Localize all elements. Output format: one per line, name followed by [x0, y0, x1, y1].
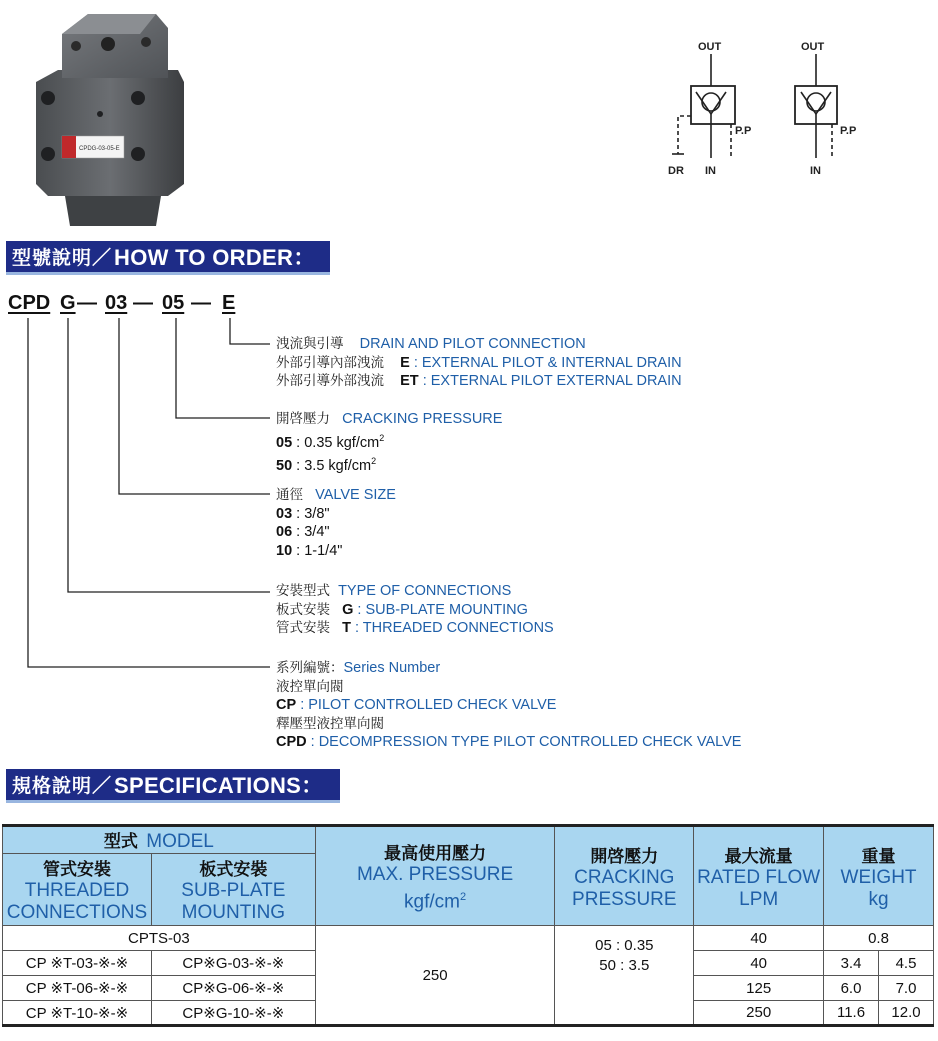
table-row-weight-1: 3.4 [824, 951, 879, 976]
photo-label-text: CPDG-03-05-E [79, 146, 120, 152]
pressure-en: MAX. PRESSURE [356, 863, 514, 885]
table-row-weight-1: 11.6 [824, 1001, 879, 1026]
how-to-order-title-zh: 型號說明／ [12, 248, 113, 269]
drain-et-en: : EXTERNAL PILOT EXTERNAL DRAIN [422, 373, 682, 389]
cracking-o2-code: 50 [276, 457, 293, 474]
symbol-dr-left: DR [668, 165, 684, 177]
cracking-values [555, 926, 694, 976]
connection-zh: 安裝型式 [276, 583, 330, 598]
cracking-value-1: 05 : 0.35 [595, 936, 654, 954]
cpts-weight: 0.8 [824, 926, 934, 951]
drain-et-code: ET [400, 373, 419, 389]
size-o1-val: : 3/8" [296, 505, 330, 522]
cracking-values-empty [555, 976, 694, 1026]
flow-en2: LPM [739, 888, 779, 910]
table-row-weight-2: 4.5 [879, 951, 934, 976]
size-o2-val: : 3/4" [296, 524, 330, 540]
connection-t-code: T [342, 620, 351, 636]
subplate-en1: SUB-PLATE [181, 880, 286, 901]
code-dash-1: — [77, 292, 97, 314]
subplate-zh: 板式安裝 [199, 860, 268, 879]
series-cp-en: : PILOT CONTROLLED CHECK VALVE [300, 697, 557, 713]
table-row-threaded: CP ※T-06-※-※ [3, 976, 152, 1001]
cracking-o2-sup: 2 [371, 455, 377, 466]
pressure-sup: 2 [459, 890, 467, 903]
table-row-weight-2: 12.0 [879, 1001, 934, 1026]
flow-zh: 最大流量 [724, 846, 793, 866]
pressure-zh: 最高使用壓力 [384, 843, 487, 863]
series-cp-code: CP [276, 697, 297, 713]
series-cpd-en: : DECOMPRESSION TYPE PILOT CONTROLLED CHECK VALVE [310, 734, 742, 750]
specifications-table [2, 824, 934, 1027]
cracking-o1-code: 05 [276, 434, 293, 451]
table-row-subplate: CP※G-10-※-※ [151, 1001, 315, 1026]
drain-description [276, 335, 682, 391]
threaded-en2: CONNECTIONS [6, 902, 148, 923]
cracking-value-2: 50 : 3.5 [599, 956, 650, 974]
cracking-zh: 開啓壓力 [276, 411, 330, 426]
pressure-header [315, 826, 555, 926]
code-cracking: 05 [162, 292, 185, 314]
symbol-pp-left: P.P [735, 125, 752, 137]
model-en: MODEL [146, 831, 214, 852]
series-zh: 系列編號： [276, 660, 344, 675]
model-header [3, 826, 316, 854]
drain-e-en: : EXTERNAL PILOT & INTERNAL DRAIN [413, 354, 682, 371]
size-en: VALVE SIZE [315, 487, 396, 503]
symbol-out-left: OUT [698, 41, 722, 53]
flow-en1: RATED FLOW [697, 866, 821, 888]
series-cpd-zh: 釋壓型液控單向閥 [276, 715, 384, 731]
drain-e-zh: 外部引導內部洩流 [276, 354, 384, 370]
connection-g-en: : SUB-PLATE MOUNTING [357, 601, 528, 618]
series-en: Series Number [343, 660, 441, 676]
cracking-col-en1: CRACKING [574, 866, 675, 888]
cracking-col-en2: PRESSURE [572, 888, 677, 910]
connection-g-zh: 板式安裝 [276, 601, 330, 617]
connection-t-en: : THREADED CONNECTIONS [354, 620, 554, 636]
table-row-weight-1: 6.0 [824, 976, 879, 1001]
series-description [276, 659, 741, 752]
connection-description [276, 582, 554, 638]
code-series: CPD [8, 292, 51, 314]
size-o3-code: 10 [276, 542, 293, 559]
table-row-weight-2: 7.0 [879, 976, 934, 1001]
code-dash-3: — [191, 292, 211, 314]
code-size: 03 [105, 292, 128, 314]
size-o1-code: 03 [276, 505, 293, 522]
specifications-title-zh: 規格說明／ [12, 776, 113, 797]
size-o2-code: 06 [276, 524, 293, 540]
cracking-en: CRACKING PRESSURE [342, 411, 503, 427]
specifications-header [6, 769, 340, 803]
cpts-model: CPTS-03 [3, 926, 316, 951]
cracking-col-zh: 開啓壓力 [590, 846, 659, 866]
threaded-en1: THREADED [24, 880, 130, 901]
code-drain: E [222, 292, 236, 314]
table-row-subplate: CP※G-03-※-※ [151, 951, 315, 976]
series-cpd-code: CPD [276, 734, 307, 750]
how-to-order-title-en: HOW TO ORDER： [114, 245, 316, 270]
drain-et-zh: 外部引導外部洩流 [276, 373, 384, 388]
max-pressure-value: 250 [315, 926, 555, 1026]
weight-en2: kg [868, 888, 889, 910]
cracking-o1-val: : 0.35 kgf/cm [296, 434, 380, 451]
cpts-flow: 40 [694, 926, 824, 951]
weight-zh: 重量 [861, 846, 896, 866]
drain-e-code: E [400, 354, 410, 371]
subplate-en2: MOUNTING [181, 902, 286, 923]
connection-g-code: G [342, 601, 354, 618]
table-row-flow: 250 [694, 1001, 824, 1026]
cracking-o2-val: : 3.5 kgf/cm [296, 457, 372, 474]
symbol-out-right: OUT [801, 41, 825, 53]
pressure-unit: kgf/cm [404, 891, 460, 913]
symbol-in-left: IN [705, 165, 716, 177]
table-row-subplate: CP※G-06-※-※ [151, 976, 315, 1001]
cracking-description [276, 410, 502, 475]
table-row-flow: 40 [694, 951, 824, 976]
specifications-title-en: SPECIFICATIONS： [114, 773, 324, 798]
cracking-o1-sup: 2 [379, 432, 385, 443]
drain-en: DRAIN AND PILOT CONNECTION [359, 336, 586, 352]
size-o3-val: : 1-1/4" [296, 542, 343, 559]
connection-en: TYPE OF CONNECTIONS [338, 583, 512, 599]
threaded-zh: 管式安裝 [42, 860, 111, 879]
subplate-header [151, 854, 315, 926]
size-zh: 通徑 [276, 487, 303, 502]
code-dash-2: — [133, 292, 153, 314]
flow-header [694, 826, 824, 926]
connection-t-zh: 管式安裝 [276, 620, 330, 635]
cracking-header [555, 826, 694, 926]
table-row-flow: 125 [694, 976, 824, 1001]
weight-header [824, 826, 934, 926]
code-connection: G [60, 292, 76, 314]
symbol-in-right: IN [810, 165, 821, 177]
table-row-threaded: CP ※T-10-※-※ [3, 1001, 152, 1026]
weight-en1: WEIGHT [840, 866, 917, 888]
symbol-pp-right: P.P [840, 125, 857, 137]
series-cp-zh: 液控單向閥 [276, 678, 344, 694]
model-zh: 型式 [103, 832, 138, 851]
drain-zh: 洩流與引導 [276, 336, 344, 351]
size-description [276, 486, 396, 560]
threaded-header [3, 854, 152, 926]
table-row-threaded: CP ※T-03-※-※ [3, 951, 152, 976]
